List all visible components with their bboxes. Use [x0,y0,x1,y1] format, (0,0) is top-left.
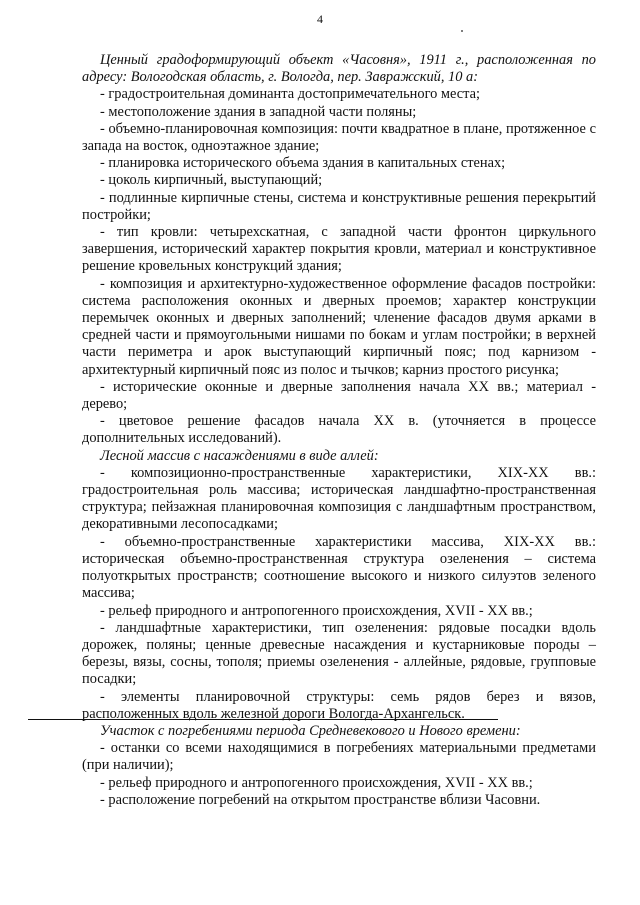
list-item: - цоколь кирпичный, выступающий; [100,172,323,189]
list-item: - цветовое решение фасадов начала XX в. (уточняется в процессе дополнительных исследований). [82,413,596,447]
scan-speck [461,30,463,32]
list-item: - рельеф природного и антропогенного происхождения, XVII - XX вв.; [100,602,533,619]
list-item: - исторические оконные и дверные заполнения начала XX вв.; материал - дерево; [82,378,596,413]
strikethrough-line [28,719,498,720]
list-item: - планировка исторического объема здания в капитальных стенах; [100,155,506,172]
section-heading-chapel: Ценный градоформирующий объект «Часовня», 1911 г., расположенная по адресу: Вологодская область, г. Вологда, пер. Завражский, 10 а: [82,52,596,86]
list-item: - останки со всеми находящимися в погребениях материальными предметами (при наличии); [82,740,596,774]
list-item: - подлинные кирпичные стены, система и конструктивные решения перекрытий постройки; [82,189,596,223]
list-item: - композиция и архитектурно-художественное оформление фасадов постройки: система расположения оконных и дверных проемов; характер конструкции перемычек оконных и дверных заполнений; членение фасадов двумя арками в средней части и прямоугольными нишами по бокам и углам постройки; в верхней части периметра и арок выступающий кирпичный пояс; под карнизом - архитектурный кирпичный пояс из полос и тычков; карниз простого рисунка; [82,275,596,378]
document-body [82,52,596,809]
list-item: - градостроительная доминанта достопримечательного места; [100,86,480,103]
list-item: - тип кровли: четырехскатная, с западной части фронтон циркульного завершения, исторический характер покрытия кровли, материал и конструктивное решение кровельных конструкций здания; [82,224,596,275]
list-item: - объемно-пространственные характеристики массива, XIX-XX вв.: историческая объемно-пространственная структура озеленения – система полуоткрытых пространств; соотношение высокого и низкого силуэтов зеленого массива; [82,533,596,602]
list-item: - элементы планировочной структуры: семь рядов берез и вязов, расположенных вдоль железной дороги Вологда-Архангельск. [82,688,596,722]
list-item: - объемно-планировочная композиция: почти квадратное в плане, протяженное с запада на восток, одноэтажное здание; [82,120,596,155]
list-item: - ландшафтные характеристики, тип озеленения: рядовые посадки вдоль дорожек, поляны; ценные древесные насаждения и кустарниковые породы – березы, вязы, сосны, тополя; приемы озеленения - аллейные, рядовые, групповые посадки; [82,619,596,688]
page-number: 4 [317,12,323,26]
list-item: - рельеф природного и антропогенного происхождения, XVII - XX вв.; [100,774,533,791]
list-item: - расположение погребений на открытом пространстве вблизи Часовни. [100,791,541,808]
section-heading-forest: Лесной массив с насаждениями в виде аллей: [100,447,379,464]
list-item: - композиционно-пространственные характеристики, XIX-XX вв.: градостроительная роль массива; историческая ландшафтно-пространственная структура; пейзажная планировочная композиция с ландшафтным пространством, декоративными лесопосадками; [82,464,596,533]
section-heading-burials: Участок с погребениями периода Средневекового и Нового времени: [100,722,521,739]
list-item: - местоположение здания в западной части поляны; [100,103,417,120]
